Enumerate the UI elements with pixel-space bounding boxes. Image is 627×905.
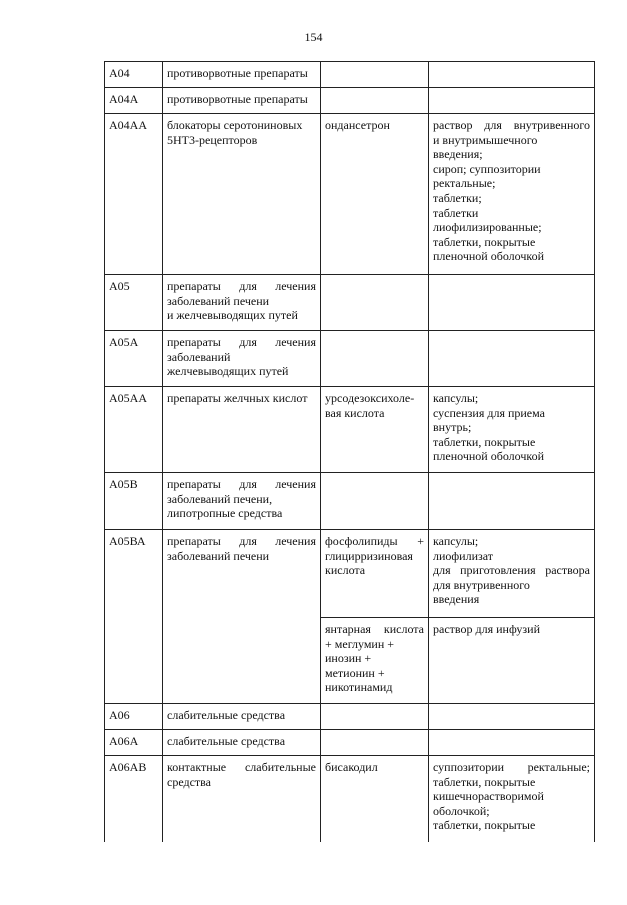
drug-classification-table xyxy=(104,61,595,842)
table-row xyxy=(105,530,595,618)
group-name: блокаторы серотониновых 5НТ3-рецепторов xyxy=(163,114,321,275)
drug-name xyxy=(321,473,429,530)
group-name: противорвотные препараты xyxy=(163,62,321,88)
atc-code: А06АВ xyxy=(105,756,163,842)
group-name: слабительные средства xyxy=(163,704,321,730)
atc-code: А05А xyxy=(105,331,163,387)
drug-name: ондансетрон xyxy=(321,114,429,275)
drug-name: бисакодил xyxy=(321,756,429,842)
table-row xyxy=(105,275,595,331)
drug-name: фосфолипиды + глицирризиновая кислота xyxy=(321,530,429,618)
atc-code: А05АА xyxy=(105,387,163,473)
group-name: противорвотные препараты xyxy=(163,88,321,114)
group-line: блокаторы серотониновых xyxy=(167,118,303,132)
atc-code: А06 xyxy=(105,704,163,730)
table-row xyxy=(105,331,595,387)
table-row xyxy=(105,730,595,756)
dosage-forms xyxy=(429,275,595,331)
table-row xyxy=(105,756,595,842)
table-row xyxy=(105,114,595,275)
dosage-forms xyxy=(429,88,595,114)
atc-code: А04АА xyxy=(105,114,163,275)
dosage-forms xyxy=(429,473,595,530)
table-row xyxy=(105,62,595,88)
dosage-forms: суппозитории ректальные; таблетки, покрытые кишечнорастворимой оболочкой; таблетки, покрытые xyxy=(429,756,595,842)
table-row xyxy=(105,88,595,114)
dosage-forms: капсулы; лиофилизат для приготовления раствора для внутривенного введения xyxy=(429,530,595,618)
atc-code: А05ВА xyxy=(105,530,163,704)
dosage-forms: раствор для инфузий xyxy=(429,618,595,704)
table-row xyxy=(105,473,595,530)
atc-code: А06А xyxy=(105,730,163,756)
table-row xyxy=(105,704,595,730)
drug-name xyxy=(321,730,429,756)
dosage-forms xyxy=(429,62,595,88)
drug-name xyxy=(321,88,429,114)
atc-code: А05 xyxy=(105,275,163,331)
group-name: препараты для лечения заболеваний печени и желчевыводящих путей xyxy=(163,275,321,331)
atc-code: А05В xyxy=(105,473,163,530)
table-row xyxy=(105,387,595,473)
dosage-forms: капсулы; суспензия для приема внутрь; таблетки, покрытые пленочной оболочкой xyxy=(429,387,595,473)
atc-code: А04 xyxy=(105,62,163,88)
drug-name xyxy=(321,704,429,730)
dosage-forms xyxy=(429,730,595,756)
group-name: препараты для лечения заболеваний печени xyxy=(163,530,321,704)
drug-name: янтарная кислота + меглумин + инозин + метионин + никотинамид xyxy=(321,618,429,704)
drug-name xyxy=(321,331,429,387)
group-name: препараты желчных кислот xyxy=(163,387,321,473)
drug-name xyxy=(321,275,429,331)
dosage-forms: раствор для внутривенного и внутримышечного введения; сироп; суппозитории ректальные; таблетки; таблетки лиофилизированные; таблетки, покрытые пленочной оболочкой xyxy=(429,114,595,275)
group-name: препараты для лечения заболеваний желчевыводящих путей xyxy=(163,331,321,387)
atc-code: А04А xyxy=(105,88,163,114)
drug-name: урсодезоксихоле- вая кислота xyxy=(321,387,429,473)
group-name: препараты для лечения заболеваний печени, липотропные средства xyxy=(163,473,321,530)
dosage-forms xyxy=(429,704,595,730)
page-number: 154 xyxy=(304,30,323,44)
drug-name xyxy=(321,62,429,88)
group-name: контактные слабительные средства xyxy=(163,756,321,842)
group-name: слабительные средства xyxy=(163,730,321,756)
dosage-forms xyxy=(429,331,595,387)
